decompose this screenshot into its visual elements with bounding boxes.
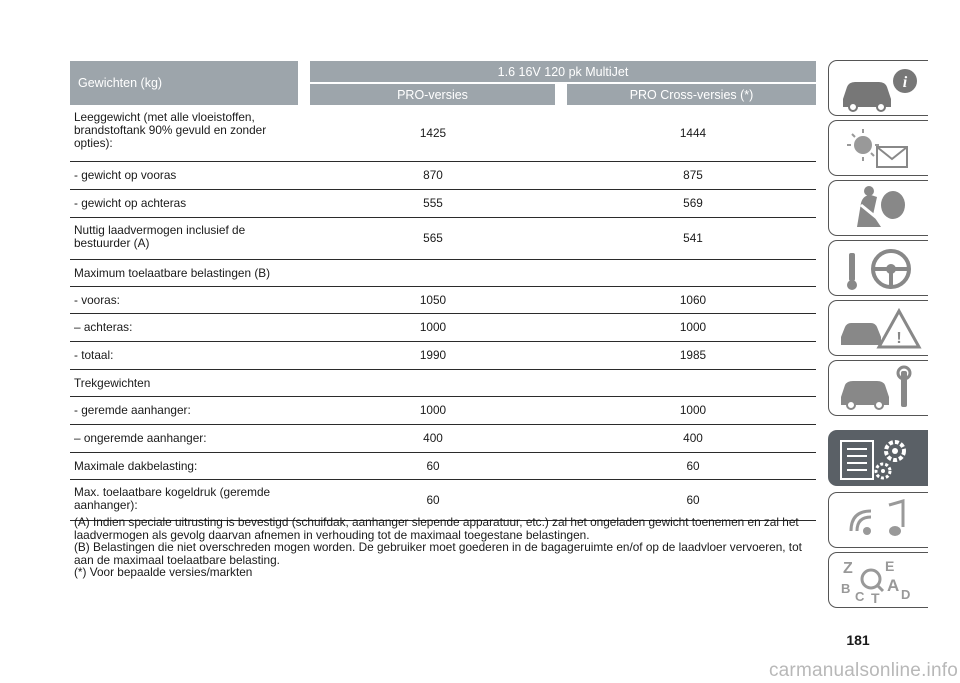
svg-text:C: C	[855, 589, 865, 604]
svg-text:B: B	[841, 581, 851, 596]
weights-table	[70, 107, 816, 521]
row-label: – ongeremde aanhanger:	[74, 431, 207, 445]
engine-header: 1.6 16V 120 pk MultiJet	[310, 61, 816, 82]
value-pro: 60	[426, 459, 440, 473]
row-label: - geremde aanhanger:	[74, 403, 191, 417]
value-pro-cross: 1000	[679, 320, 707, 334]
tab-maintenance[interactable]	[828, 360, 928, 416]
value-pro: 565	[423, 231, 443, 245]
svg-text:Z: Z	[843, 560, 853, 577]
value-pro: 555	[423, 196, 443, 210]
table-row	[70, 453, 816, 480]
table-row	[70, 190, 816, 218]
footnote-b: (B) Belastingen die niet overschreden mogen worden. De gebruiker moet goederen in de bagageruimte en/of op de laadvloer vervoeren, tot aan de maximaal toelaatbare belasting.	[74, 540, 802, 567]
page-number: 181	[846, 632, 870, 648]
svg-text:A: A	[887, 576, 900, 595]
multimedia-music-icon	[837, 497, 923, 545]
tab-multimedia[interactable]	[828, 492, 928, 548]
value-pro: 870	[423, 168, 443, 182]
row-label: Nuttig laadvermogen inclusief de bestuurder (A)	[74, 223, 246, 250]
row-label: - vooras:	[74, 293, 120, 307]
table-row	[70, 287, 816, 314]
svg-text:D: D	[901, 587, 911, 602]
tab-vehicle-knowledge[interactable]	[828, 60, 928, 116]
footnotes	[74, 516, 819, 579]
value-pro: 1000	[419, 320, 447, 334]
table-row	[70, 397, 816, 425]
weights-column-header: Gewichten (kg)	[70, 61, 298, 105]
table-row	[70, 370, 816, 397]
value-pro-cross: 400	[683, 431, 703, 445]
value-pro-cross: 1985	[679, 348, 707, 362]
table-row	[70, 425, 816, 453]
table-row	[70, 342, 816, 370]
row-label: Max. toelaatbare kogeldruk (geremde aanhanger):	[74, 485, 271, 512]
row-label: - totaal:	[74, 348, 114, 362]
tab-emergency[interactable]	[828, 300, 928, 356]
airbag-seatbelt-icon	[837, 185, 923, 233]
footnote-a: (A) Indien speciale uitrusting is bevestigd (schuifdak, aanhanger slepende apparatuur, etc.) zal het ongeladen gewicht toenemen en zal het laadvermogen als gevolg daarvan afnemen in verhouding tot de maximaal toegestane belastingen.	[74, 515, 799, 542]
row-label: Maximum toelaatbare belastingen (B)	[74, 266, 271, 280]
value-pro: 1000	[419, 403, 447, 417]
value-pro-cross: 1060	[679, 293, 707, 307]
svg-text:!: !	[896, 330, 902, 347]
row-label: - gewicht op achteras	[74, 196, 187, 210]
value-pro: 1050	[419, 293, 447, 307]
technical-data-gears-icon	[837, 435, 923, 483]
svg-text:E: E	[885, 558, 895, 574]
value-pro-cross: 1000	[679, 403, 707, 417]
car-maintenance-tools-icon	[837, 365, 923, 413]
svg-text:T: T	[871, 590, 880, 605]
table-row	[70, 162, 816, 190]
watermark: carmanualsonline.info	[768, 660, 958, 681]
value-pro-cross: 875	[683, 168, 703, 182]
tab-technical-data[interactable]	[828, 430, 928, 486]
tab-safety[interactable]	[828, 180, 928, 236]
value-pro-cross: 541	[683, 231, 703, 245]
value-pro: 1425	[419, 126, 447, 140]
value-pro-cross: 60	[686, 493, 700, 507]
key-steering-wheel-icon	[837, 245, 923, 293]
value-pro-cross: 569	[683, 196, 703, 210]
value-pro-cross: 1444	[679, 126, 707, 140]
warning-lights-message-icon	[837, 125, 923, 173]
table-row	[70, 260, 816, 287]
value-pro: 400	[423, 431, 443, 445]
footnote-asterisk: (*) Voor bepaalde versies/markten	[74, 565, 253, 579]
row-label: Leeggewicht (met alle vloeistoffen, brandstoftank 90% gevuld en zonder opties):	[74, 110, 267, 150]
value-pro: 60	[426, 493, 440, 507]
svg-text:i: i	[902, 74, 908, 91]
breakdown-emergency-icon	[837, 305, 923, 353]
tab-starting-driving[interactable]	[828, 240, 928, 296]
row-label: - gewicht op vooras	[74, 168, 177, 182]
alphabetical-index-icon	[837, 557, 923, 605]
table-row	[70, 218, 816, 260]
tab-dashboard-warnings[interactable]	[828, 120, 928, 176]
value-pro-cross: 60	[686, 459, 700, 473]
table-row	[70, 107, 816, 162]
row-label: – achteras:	[74, 320, 133, 334]
row-label: Maximale dakbelasting:	[74, 459, 198, 473]
version-header-pro-cross: PRO Cross-versies (*)	[567, 84, 816, 105]
car-info-icon	[837, 65, 923, 113]
table-row	[70, 314, 816, 342]
version-header-pro: PRO-versies	[310, 84, 555, 105]
value-pro: 1990	[419, 348, 447, 362]
row-label: Trekgewichten	[74, 376, 151, 390]
tab-index[interactable]	[828, 552, 928, 608]
